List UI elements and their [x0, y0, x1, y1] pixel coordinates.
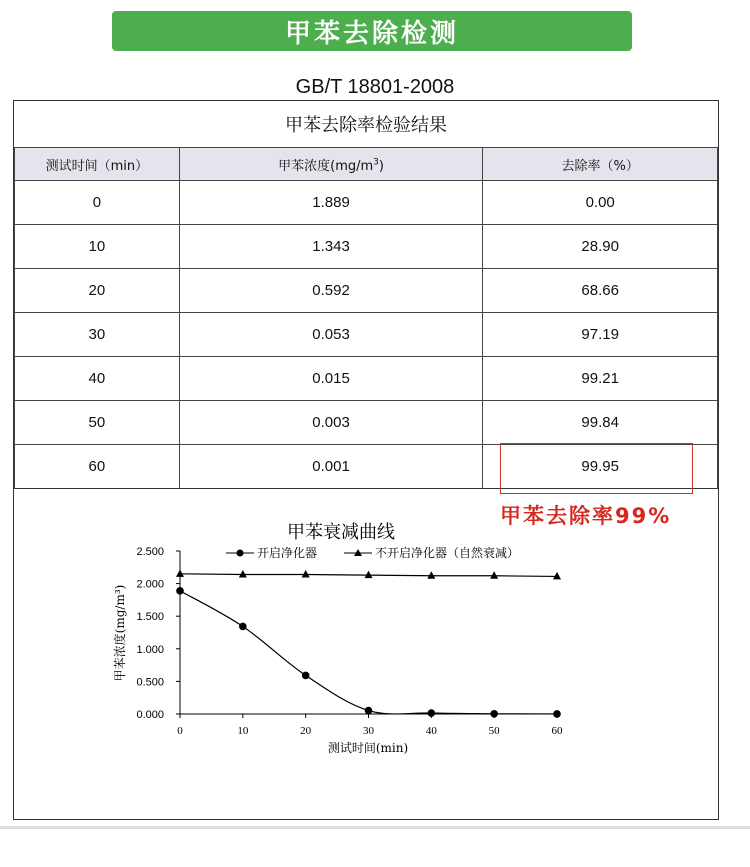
table-row — [15, 401, 718, 445]
bottom-divider — [0, 826, 750, 829]
cell-removal-rate: 99.95 — [483, 445, 718, 489]
cell-removal-rate: 28.90 — [483, 225, 718, 269]
table-row — [15, 313, 718, 357]
y-axis-label: 甲苯浓度(mg/m³) — [113, 584, 127, 682]
banner-title: 甲苯去除检测 — [284, 18, 459, 49]
table-row — [15, 181, 718, 225]
x-tick-label: 50 — [488, 725, 500, 737]
cell-time: 10 — [15, 225, 180, 269]
y-tick-label: 2.500 — [136, 546, 164, 558]
cell-time: 40 — [15, 357, 180, 401]
cell-removal-rate: 0.00 — [483, 181, 718, 225]
cell-concentration: 1.343 — [179, 225, 483, 269]
x-tick-label: 10 — [237, 725, 249, 737]
cell-time: 0 — [15, 181, 180, 225]
x-tick-label: 60 — [551, 725, 563, 737]
cell-concentration: 0.015 — [179, 357, 483, 401]
header-removal-rate: 去除率（%） — [483, 148, 718, 181]
highlight-box — [500, 443, 693, 494]
legend-label-purifier-off: 不开启净化器（自然衰减） — [375, 546, 520, 560]
cell-concentration: 1.889 — [179, 181, 483, 225]
cell-time: 50 — [15, 401, 180, 445]
cell-time: 60 — [15, 445, 180, 489]
cell-concentration: 0.053 — [179, 313, 483, 357]
report-title: 甲苯去除率检验结果 — [285, 115, 447, 136]
x-tick-label: 20 — [300, 725, 312, 737]
cell-removal-rate: 68.66 — [483, 269, 718, 313]
x-tick-label: 40 — [425, 725, 437, 737]
table-row — [15, 269, 718, 313]
cell-removal-rate: 99.84 — [483, 401, 718, 445]
cell-time: 30 — [15, 313, 180, 357]
x-axis-label: 测试时间(min) — [327, 741, 409, 755]
legend-label-purifier-on: 开启净化器 — [257, 546, 318, 560]
table-header-row — [15, 148, 718, 181]
x-tick-label: 0 — [177, 725, 183, 737]
standard-number: GB/T 18801-2008 — [295, 76, 455, 98]
y-tick-label: 1.500 — [136, 611, 164, 624]
chart-title: 甲苯衰减曲线 — [287, 522, 395, 543]
y-tick-label: 2.000 — [136, 578, 164, 591]
cell-concentration: 0.003 — [179, 401, 483, 445]
cell-concentration: 0.592 — [179, 269, 483, 313]
header-concentration: 甲苯浓度$(mg/m^3)$ — [179, 148, 483, 181]
table-row — [15, 357, 718, 401]
results-table — [14, 147, 718, 489]
y-tick-label: 0.000 — [136, 709, 164, 721]
y-tick-label: 1.000 — [136, 643, 164, 656]
cell-removal-rate: 99.21 — [483, 357, 718, 401]
highlight-text: 甲苯去除率99% — [500, 504, 672, 528]
title-banner — [112, 11, 632, 51]
cell-time: 20 — [15, 269, 180, 313]
cell-removal-rate: 97.19 — [483, 313, 718, 357]
y-tick-label: 0.500 — [136, 676, 164, 689]
x-tick-label: 30 — [363, 725, 374, 737]
cell-concentration: 0.001 — [179, 445, 483, 489]
table-row — [15, 225, 718, 269]
header-time: 测试时间（min） — [15, 148, 180, 181]
